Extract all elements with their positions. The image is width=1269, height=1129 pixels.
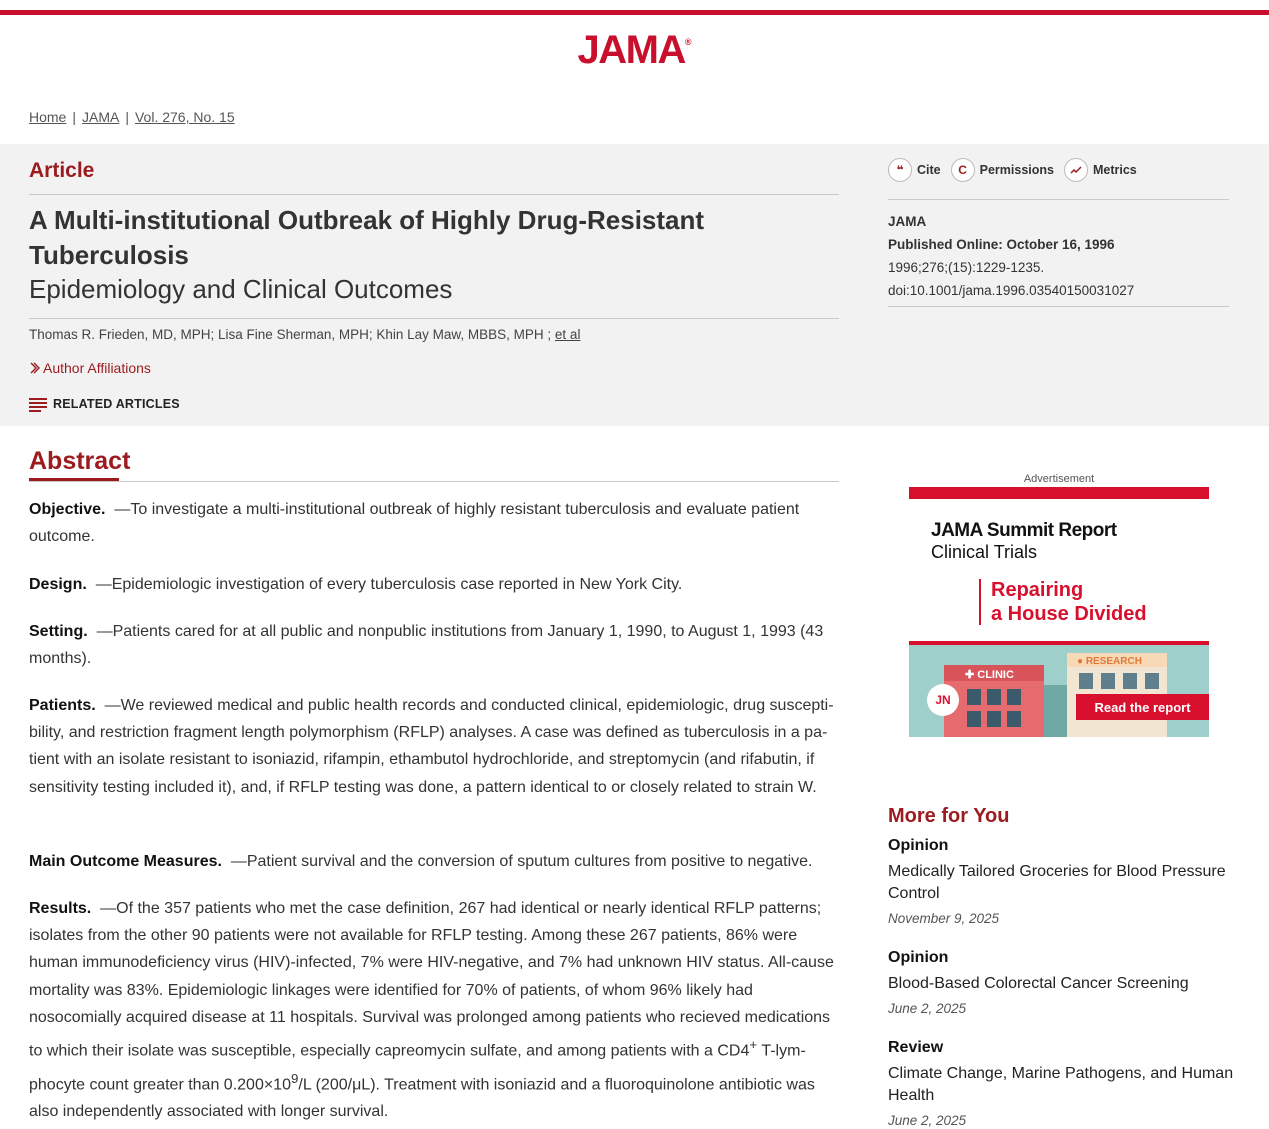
ad-brand: JAMA Summit Report	[931, 520, 1117, 541]
ad-clinic-sign: ✚ CLINIC	[965, 669, 1014, 681]
related-articles-button[interactable]	[29, 397, 180, 411]
cite-label: Cite	[917, 163, 941, 177]
section-label: Design.	[29, 576, 87, 593]
abstract-objective	[29, 496, 839, 550]
jama-logo[interactable]: JAMA®	[577, 28, 692, 72]
meta-citation: 1996;276;(15):1229-1235.	[888, 260, 1045, 275]
divider	[29, 318, 839, 319]
section-label: Setting.	[29, 623, 88, 640]
superscript: 9	[290, 1070, 299, 1086]
section-label: Objective.	[29, 501, 106, 518]
section-text: —To investigate a multi-institutional outbreak of highly resistant tuberculosis and evaluate patient outcome.	[29, 501, 800, 546]
abstract-underline	[29, 478, 119, 481]
breadcrumb-separator: |	[72, 109, 76, 125]
section-label: Patients.	[29, 697, 96, 714]
abstract-main-outcomes	[29, 848, 839, 875]
permissions-label: Permissions	[979, 163, 1054, 177]
divider	[29, 194, 839, 195]
permissions-button[interactable]	[951, 158, 1054, 182]
article-tools	[888, 158, 1147, 182]
author-names: Thomas R. Frieden, MD, MPH; Lisa Fine Sherman, MPH; Khin Lay Maw, MBBS, MPH ;	[29, 327, 552, 342]
section-label: Main Outcome Measures.	[29, 853, 222, 870]
breadcrumb-issue-link[interactable]: Vol. 276, No. 15	[134, 109, 235, 125]
recommended-date: June 2, 2025	[888, 1113, 967, 1128]
chevron-right-icon	[29, 362, 41, 374]
recommended-title-link[interactable]: Blood-Based Colorectal Cancer Screening	[888, 975, 1189, 992]
recommended-item[interactable]	[888, 949, 1238, 1016]
abstract-setting	[29, 618, 839, 672]
advertisement-banner[interactable]	[909, 487, 1209, 737]
article-meta	[888, 210, 1134, 302]
advertisement-label: Advertisement	[1023, 473, 1095, 485]
recommended-item[interactable]	[888, 1039, 1238, 1128]
section-text: —Epidemiologic investigation of every tuberculosis case reported in New York City.	[95, 576, 683, 593]
trend-icon	[1064, 158, 1088, 182]
recommended-type: Opinion	[888, 837, 949, 854]
recommended-title-link[interactable]: Medically Tailored Groceries for Blood Pressure Control	[888, 863, 1226, 902]
breadcrumb	[29, 109, 235, 125]
article-subtitle: Epidemiology and Clinical Outcomes	[29, 274, 453, 304]
meta-doi[interactable]: doi:10.1001/jama.1996.03540150031027	[888, 283, 1135, 298]
jn-badge: JN	[927, 684, 959, 716]
recommended-item[interactable]	[888, 837, 1238, 926]
cite-button[interactable]	[888, 158, 941, 182]
abstract-results	[29, 895, 839, 1125]
recommended-title-link[interactable]: Climate Change, Marine Pathogens, and Human Health	[888, 1065, 1234, 1104]
top-accent-bar	[0, 10, 1269, 15]
superscript: +	[749, 1037, 758, 1053]
article-type-label: Article	[29, 159, 95, 182]
ad-accent-bar	[979, 579, 981, 625]
ad-top-bar	[909, 487, 1209, 499]
ad-research-sign: ● RESEARCH	[1077, 656, 1142, 667]
metrics-label: Metrics	[1092, 163, 1137, 177]
divider	[29, 481, 839, 482]
divider	[888, 306, 1229, 307]
meta-journal: JAMA	[888, 214, 927, 229]
abstract-design	[29, 571, 839, 598]
quote-icon: ❝	[888, 158, 912, 182]
divider	[888, 199, 1229, 200]
author-affiliations-label: Author Affiliations	[43, 360, 151, 376]
section-text: —Of the 357 patients who met the case definition, 267 had identical or nearly identical RFLP patterns; isolates from the other 90 patients were not available for RFLP testing. Among these 267 patients, 86% were human immunodeficiency virus (HIV)-infected, 7% were HIV-negative, and 7% had unknown HIV status. All-cause mortality was 83%. Epidemiologic linkages were identified for 70% of patients, of whom 96% likely had nosocomially acquired disease at 11 hospitals. Survival was prolonged among patients who recieved medications to which their isolate was susceptible, especially capreomycin sulfate, and among patients with a CD4	[29, 900, 834, 1060]
section-text: —Patients cared for at all public and nonpublic institutions from January 1, 1990, to August 1, 1993 (43 months).	[29, 623, 824, 668]
author-list	[29, 327, 580, 342]
breadcrumb-journal-link[interactable]: JAMA	[82, 109, 120, 125]
section-text: /L (200/μL). Treatment with isoniazid and a fluoroquinolone antibiotic was also independently associated with longer survival.	[29, 1075, 815, 1121]
recommended-type: Opinion	[888, 949, 949, 966]
meta-published: Published Online: October 16, 1996	[888, 237, 1115, 252]
metrics-button[interactable]	[1064, 158, 1137, 182]
ad-headline	[991, 578, 1147, 626]
ad-series: Clinical Trials	[931, 542, 1038, 562]
recommended-date: November 9, 2025	[888, 911, 1000, 926]
copyright-icon: C	[951, 158, 975, 182]
ad-headline-line: Repairing	[991, 579, 1084, 601]
section-label: Results.	[29, 900, 92, 917]
abstract-patients	[29, 692, 839, 801]
section-text: T-lymphocyte count greater than 0.200×10	[29, 1042, 806, 1093]
recommended-date: June 2, 2025	[888, 1001, 967, 1016]
ad-headline-line: a House Divided	[991, 603, 1147, 625]
recommended-type: Review	[888, 1039, 944, 1056]
author-affiliations-toggle[interactable]	[29, 360, 151, 376]
list-icon	[29, 397, 47, 411]
article-title: A Multi-institutional Outbreak of Highly Drug-Resistant Tuberculosis	[29, 205, 705, 270]
et-al-link[interactable]: et al	[554, 327, 581, 342]
section-text: —We reviewed medical and public health records and conducted clinical, epidemiologic, drug susceptibility, and restriction fragment length polymorphism (RFLP) analyses. A case was defined as tuberculosis in a patient with an isolate resistant to isoniazid, rifampin, ethambutol hydrochloride, and streptomycin (and rifabutin, if sensitivity testing included it), and, if RFLP testing was done, a pattern identical to or closely related to strain W.	[29, 697, 834, 796]
breadcrumb-separator: |	[125, 109, 129, 125]
section-text: —Patient survival and the conversion of sputum cultures from positive to negative.	[230, 853, 813, 870]
read-report-button[interactable]: Read the report	[1076, 694, 1209, 720]
related-articles-label: RELATED ARTICLES	[53, 397, 180, 411]
breadcrumb-home-link[interactable]: Home	[29, 109, 67, 125]
more-for-you-heading: More for You	[888, 805, 1010, 827]
abstract-heading: Abstract	[29, 447, 131, 475]
